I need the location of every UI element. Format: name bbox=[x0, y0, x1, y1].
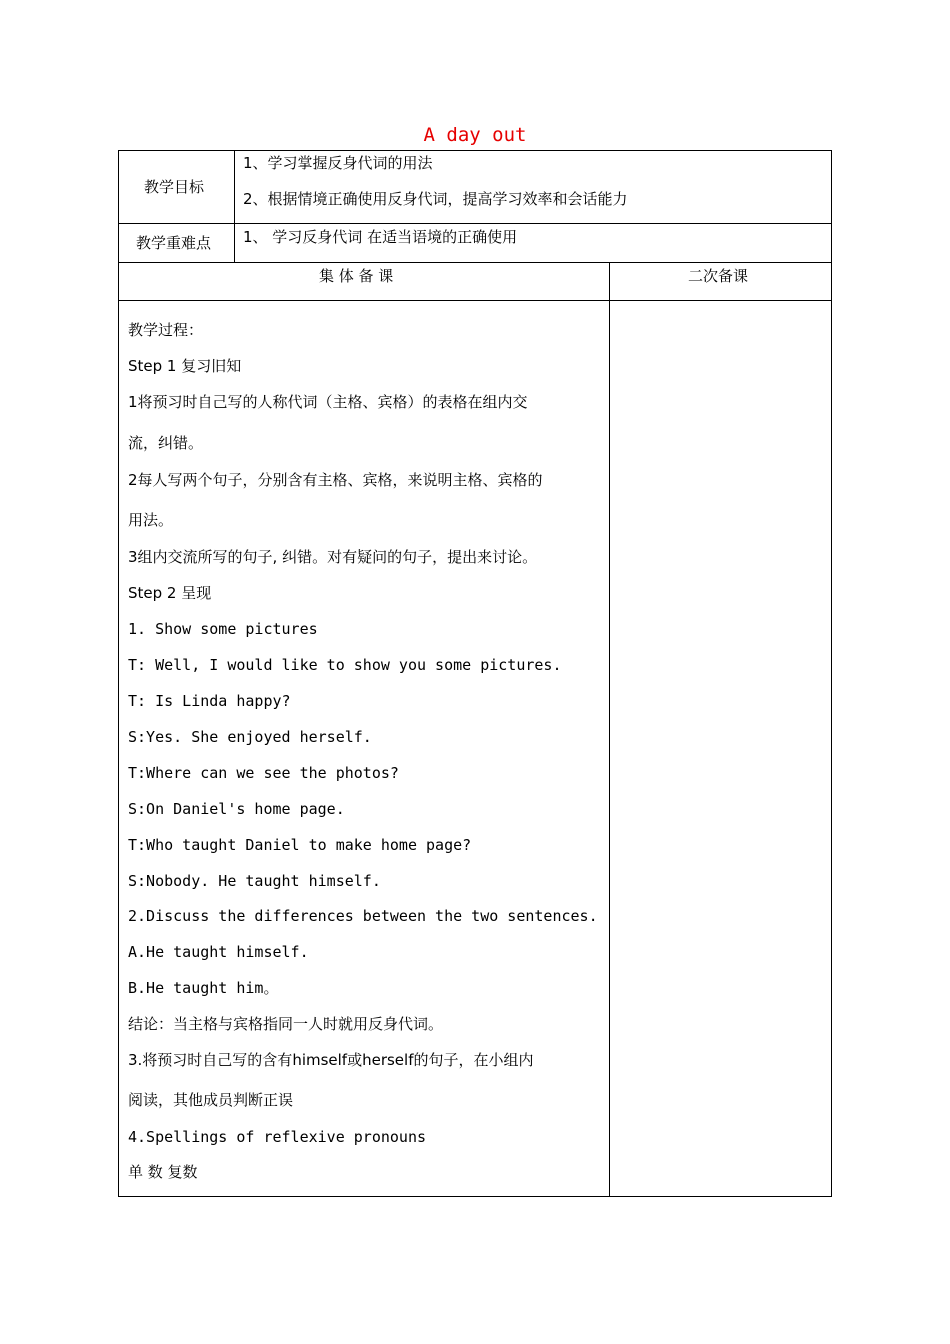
row-divider bbox=[118, 223, 832, 224]
process-line: T: Is Linda happy? bbox=[128, 692, 291, 710]
process-line: Step 1 复习旧知 bbox=[128, 357, 242, 375]
process-line: T: Well, I would like to show you some pictures. bbox=[128, 656, 562, 674]
process-line: B.He taught him。 bbox=[128, 979, 279, 997]
objective-item: 2、根据情境正确使用反身代词，提高学习效率和会话能力 bbox=[243, 190, 628, 208]
process-line: 用法。 bbox=[128, 511, 174, 529]
row-divider bbox=[118, 262, 832, 263]
process-line: S:Nobody. He taught himself. bbox=[128, 872, 381, 890]
process-line: 4.Spellings of reflexive pronouns bbox=[128, 1128, 427, 1146]
process-line: 结论：当主格与宾格指同一人时就用反身代词。 bbox=[128, 1015, 444, 1033]
column-divider bbox=[609, 262, 610, 1197]
process-heading: 教学过程： bbox=[128, 321, 204, 339]
key-points-label: 教学重难点 bbox=[136, 234, 212, 252]
process-line: 3.将预习时自己写的含有himself或herself的句子，在小组内 bbox=[128, 1051, 534, 1069]
process-line: 3组内交流所写的句子, 纠错。对有疑问的句子，提出来讨论。 bbox=[128, 548, 538, 566]
process-line: S:Yes. She enjoyed herself. bbox=[128, 728, 372, 746]
column-divider bbox=[234, 150, 235, 262]
row-divider bbox=[118, 300, 832, 301]
page-title: A day out bbox=[423, 124, 527, 146]
process-line: 流，纠错。 bbox=[128, 434, 204, 452]
process-line: Step 2 呈现 bbox=[128, 584, 212, 602]
process-line: 1. Show some pictures bbox=[128, 620, 318, 638]
process-line: A.He taught himself. bbox=[128, 943, 309, 961]
process-line: 1将预习时自己写的人称代词（主格、宾格）的表格在组内交 bbox=[128, 393, 528, 411]
process-line: T:Where can we see the photos? bbox=[128, 764, 399, 782]
process-line: 2每人写两个句子，分别含有主格、宾格，来说明主格、宾格的 bbox=[128, 471, 543, 489]
key-points-text: 1、 学习反身代词 在适当语境的正确使用 bbox=[243, 228, 518, 246]
process-line: 2.Discuss the differences between the two sentences. bbox=[128, 907, 598, 925]
column-header-collective: 集 体 备 课 bbox=[319, 267, 394, 285]
process-line: 阅读，其他成员判断正误 bbox=[128, 1091, 294, 1109]
process-line: 单 数 复数 bbox=[128, 1163, 198, 1181]
objective-item: 1、学习掌握反身代词的用法 bbox=[243, 154, 433, 172]
column-header-second: 二次备课 bbox=[688, 267, 749, 285]
process-line: S:On Daniel's home page. bbox=[128, 800, 345, 818]
process-line: T:Who taught Daniel to make home page? bbox=[128, 836, 472, 854]
objectives-label: 教学目标 bbox=[144, 178, 205, 196]
